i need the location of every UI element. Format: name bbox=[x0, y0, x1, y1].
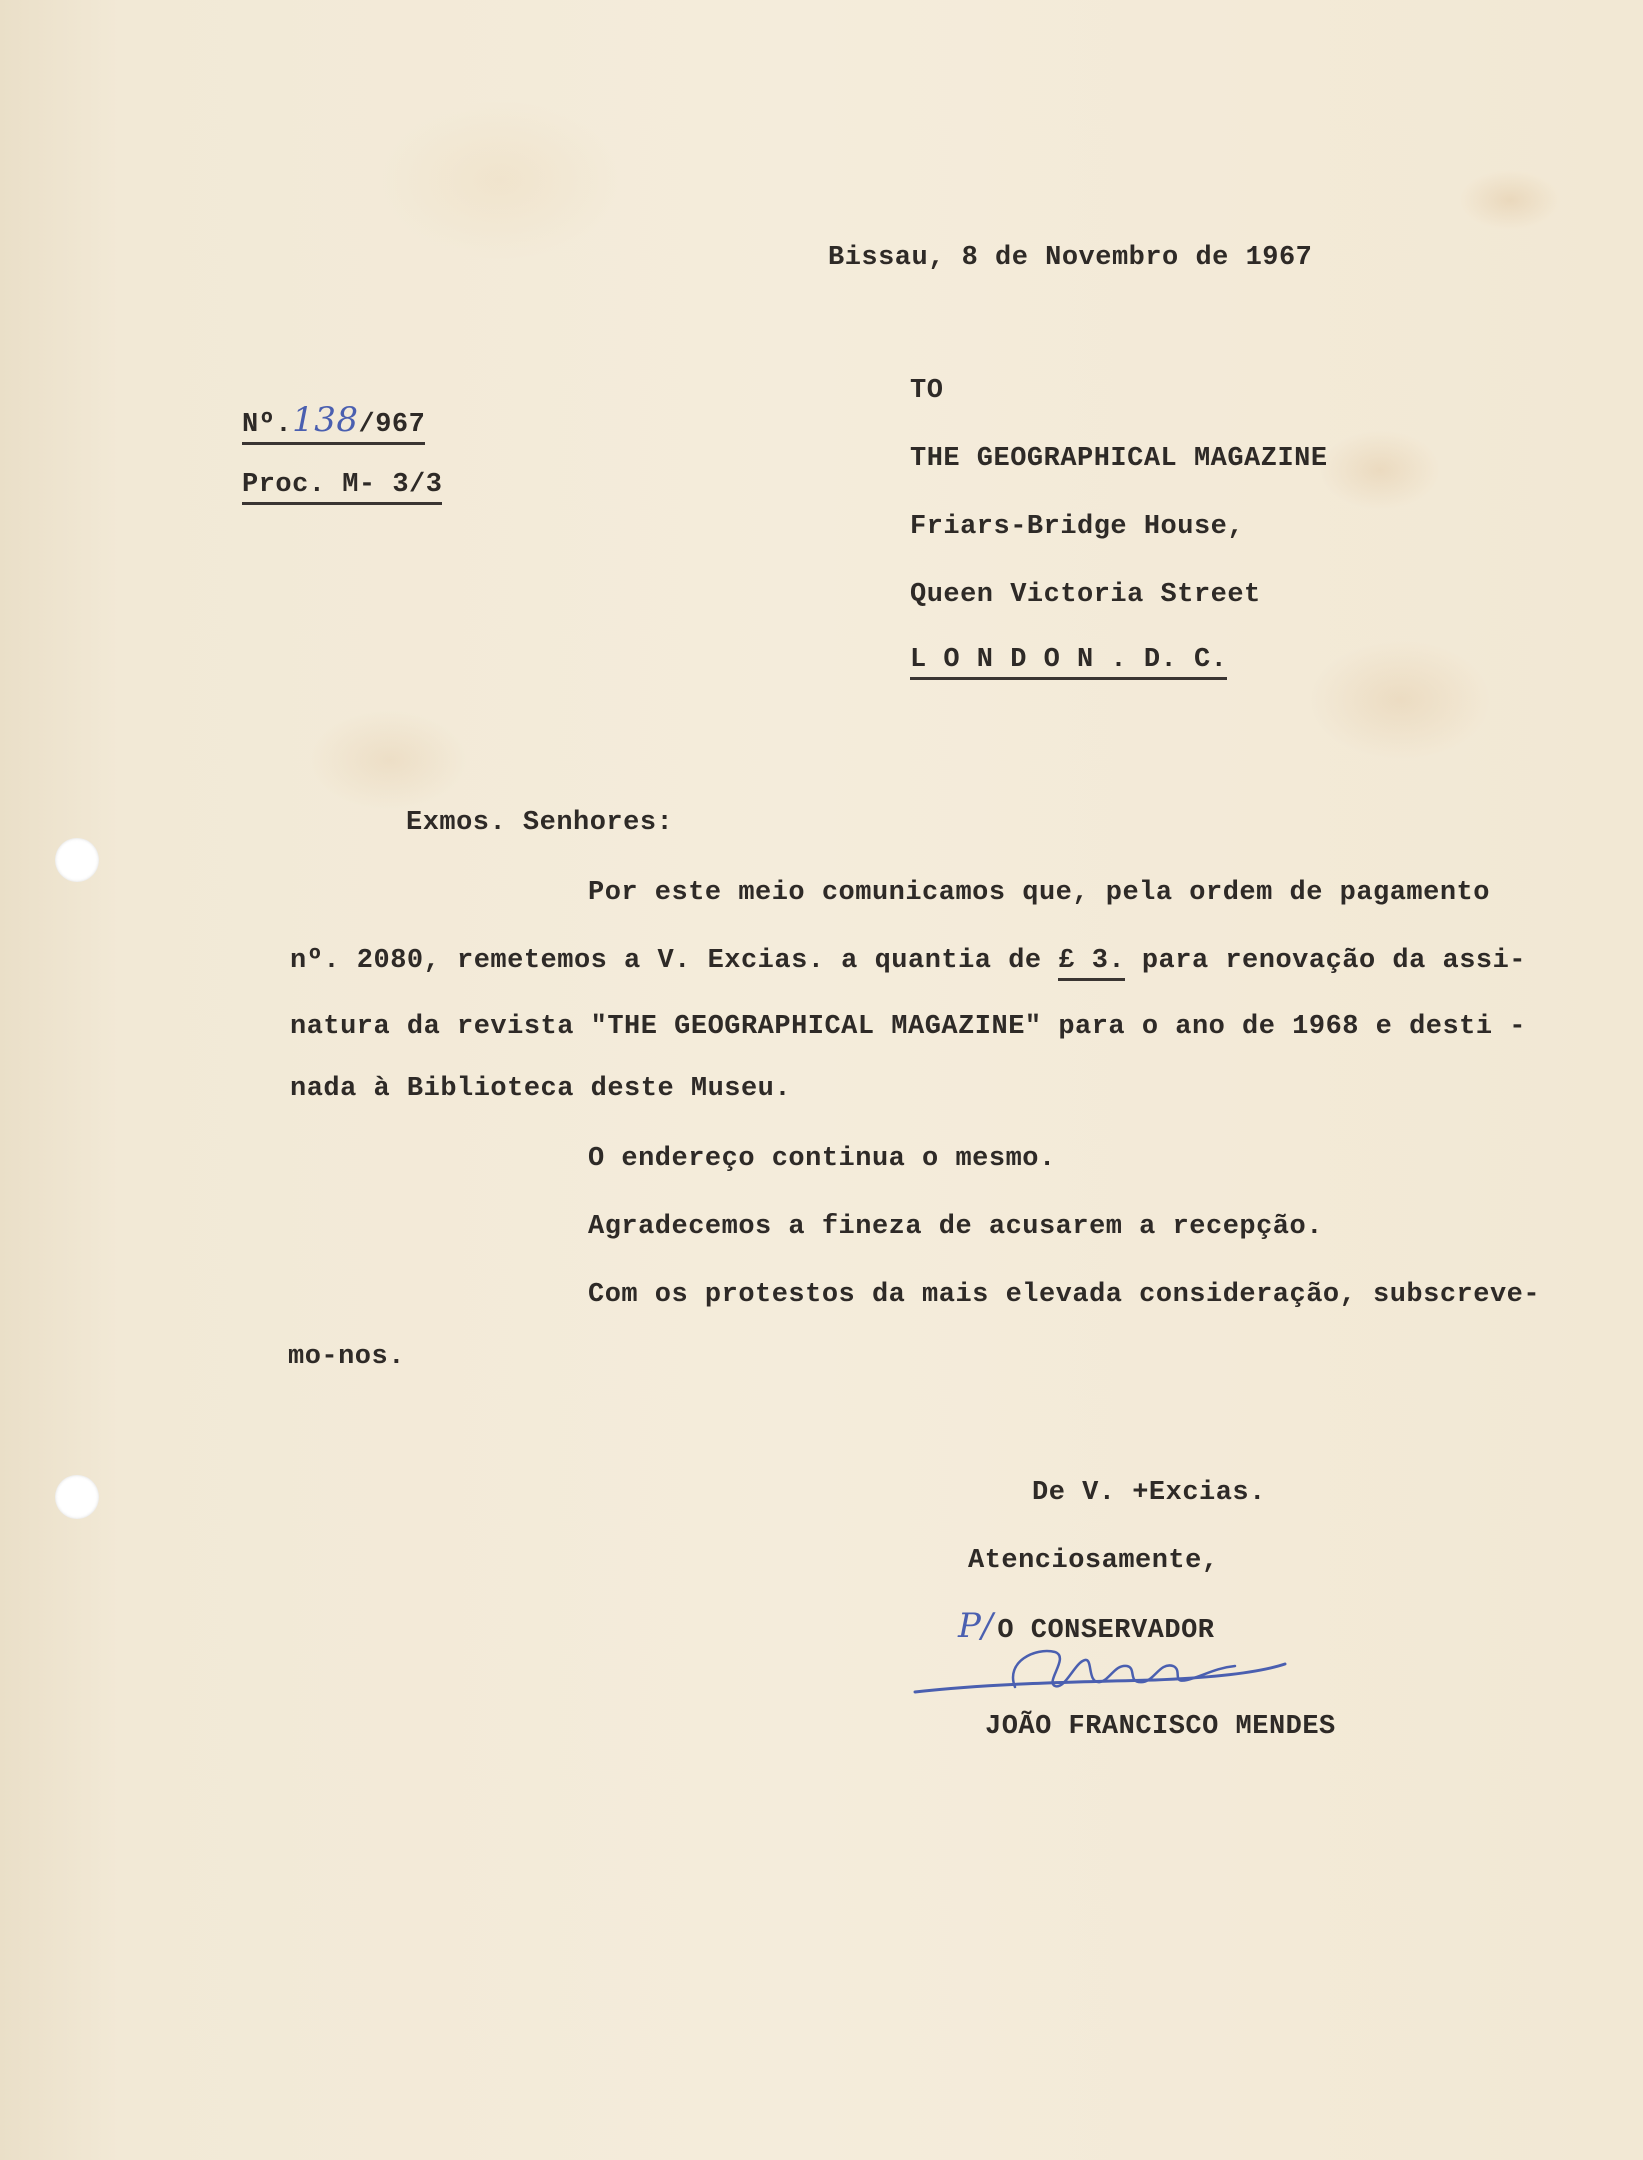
payment-amount: £ 3. bbox=[1058, 946, 1125, 981]
reference-number bbox=[242, 400, 425, 445]
date-line: Bissau, 8 de Novembro de 1967 bbox=[828, 243, 1313, 273]
body-line-2 bbox=[290, 946, 1526, 976]
recipient-to: TO bbox=[910, 376, 944, 406]
recipient-city: L O N D O N . D. C. bbox=[910, 645, 1227, 680]
recipient-name: THE GEOGRAPHICAL MAGAZINE bbox=[910, 444, 1328, 474]
punch-hole-top bbox=[55, 838, 99, 882]
handwritten-prefix: P/ bbox=[958, 1606, 994, 1646]
body-line-3: natura da revista "THE GEOGRAPHICAL MAGAZINE" para o ano de 1968 e desti - bbox=[290, 1012, 1526, 1042]
body-paragraph-closing-line-1: Com os protestos da mais elevada consideração, subscreve- bbox=[588, 1280, 1541, 1310]
punch-hole-bottom bbox=[55, 1475, 99, 1519]
closing-line-2: Atenciosamente, bbox=[968, 1546, 1219, 1576]
recipient-address-line2: Queen Victoria Street bbox=[910, 580, 1261, 610]
body-line-4: nada à Biblioteca deste Museu. bbox=[290, 1074, 792, 1104]
closing-line-1: De V. +Excias. bbox=[1032, 1478, 1266, 1508]
body-paragraph-address: O endereço continua o mesmo. bbox=[588, 1144, 1056, 1174]
signer-name: JOÃO FRANCISCO MENDES bbox=[985, 1712, 1336, 1742]
signature-graphic bbox=[905, 1622, 1305, 1712]
body-line-2-start: nº. 2080, remetemos a V. Excias. a quantia de bbox=[290, 946, 1042, 976]
recipient-address-line1: Friars-Bridge House, bbox=[910, 512, 1245, 542]
body-paragraph-thanks: Agradecemos a fineza de acusarem a recepção. bbox=[588, 1212, 1323, 1242]
reference-handwritten-number: 138 bbox=[292, 400, 359, 440]
reference-suffix: /967 bbox=[358, 410, 426, 440]
salutation: Exmos. Senhores: bbox=[406, 808, 674, 838]
body-line-1: Por este meio comunicamos que, pela ordem de pagamento bbox=[588, 878, 1490, 908]
body-line-2-end: para renovação da assi- bbox=[1141, 946, 1527, 976]
process-number: Proc. M- 3/3 bbox=[242, 470, 442, 505]
signer-title-text: O CONSERVADOR bbox=[997, 1616, 1215, 1646]
reference-prefix: Nº. bbox=[242, 410, 293, 440]
body-paragraph-closing-line-2: mo-nos. bbox=[288, 1342, 405, 1372]
